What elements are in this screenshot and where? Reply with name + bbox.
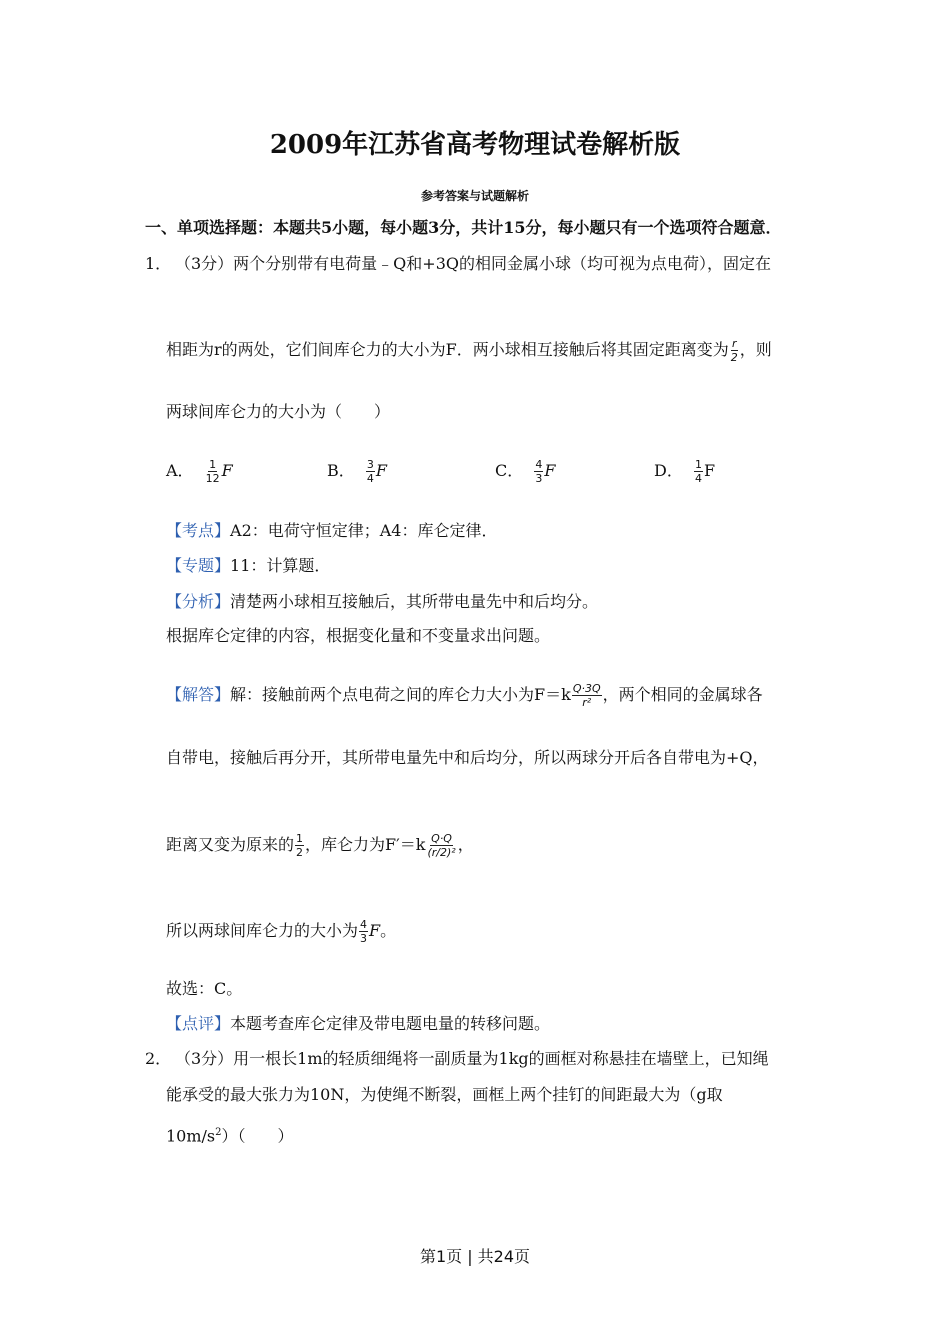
- kaodian-tag: 【考点】: [166, 521, 231, 540]
- jieda-line-3: 距离又变为原来的 $\frac{1}{2}$ ，库仑力为F′＝k $\frac{Q\cdot Q}{\text{(r/2)²}}$ ，: [166, 832, 474, 859]
- question-1-number: 1．: [145, 254, 172, 273]
- kaodian-line: 【考点】A2：电荷守恒定律；A4：库仑定律．: [166, 521, 498, 540]
- question-2-line-1: （3分）用一根长1m的轻质细绳将一副质量为1kg的画框对称悬挂在墙壁上，已知绳: [175, 1049, 769, 1068]
- question-2-line-2: 能承受的最大张力为10N，为使绳不断裂，画框上两个挂钉的间距最大为（g取: [166, 1085, 723, 1104]
- zhuanti-line: 【专题】11：计算题．: [166, 556, 331, 575]
- jieda-line-4: 所以两球间库仑力的大小为 $\frac{4}{3}$ F。: [166, 918, 397, 945]
- jieda-line-1: 【解答】解：接触前两个点电荷之间的库仑力大小为F＝k $\frac{Q\cdot 3Q}{\text{r²}}$ ，两个相同的金属球各: [166, 682, 763, 709]
- page-subtitle: 参考答案与试题解析: [420, 189, 529, 203]
- zhuanti-tag: 【专题】: [166, 556, 231, 575]
- question-1-line-2-text-b: ，则: [739, 340, 772, 359]
- jieda-line-2: 自带电，接触后再分开，其所带电量先中和后均分，所以两球分开后各自带电为+Q，: [166, 748, 769, 767]
- page-title: 2009年江苏省高考物理试卷解析版: [269, 130, 681, 160]
- question-2-number: 2．: [145, 1049, 172, 1068]
- option-c: C． $\frac{4}{3}$ F: [495, 458, 556, 485]
- question-1-line-2-text-a: 相距为r的两处，它们间库仑力的大小为F．两小球相互接触后将其固定距离变为: [166, 340, 729, 359]
- question-1-line-1: （3分）两个分别带有电荷量﹣Q和+3Q的相同金属小球（均可视为点电荷），固定在: [175, 254, 772, 273]
- page-footer: 第1页 | 共24页: [419, 1247, 531, 1266]
- fenxi-tag: 【分析】: [166, 592, 231, 611]
- dianping-line: 【点评】本题考查库仑定律及带电题电量的转移问题。: [166, 1014, 551, 1033]
- option-d: D． $\frac{1}{4}$ F: [654, 458, 716, 485]
- option-a: A． $\frac{1}{12}$ F: [166, 458, 233, 485]
- answer-choice: 故选：C。: [166, 979, 243, 998]
- fraction-1-over-2: $\frac{1}{2}$: [296, 832, 304, 859]
- jieda-tag: 【解答】: [166, 685, 231, 704]
- fraction-q3q-over-r2: $\frac{Q\cdot 3Q}{\text{r²}}$: [572, 682, 601, 709]
- section-heading: 一、单项选择题：本题共5小题，每小题3分，共计15分，每小题只有一个选项符合题意．: [145, 218, 782, 237]
- question-2-line-3: $10m/s^2$）（ ）: [166, 1126, 294, 1146]
- question-1-line-2: [166, 337, 772, 364]
- fenxi-line-2: 根据库仑定律的内容，根据变化量和不变量求出问题。: [166, 626, 551, 645]
- fraction-r-over-2: $\frac{r}{2}$: [730, 337, 738, 364]
- fraction-4-over-3: $\frac{4}{3}$: [360, 918, 368, 945]
- fenxi-line: 【分析】清楚两小球相互接触后，其所带电量先中和后均分。: [166, 592, 599, 611]
- option-b: B． $\frac{3}{4}$ F: [327, 458, 387, 485]
- question-1-line-3: 两球间库仑力的大小为（ ）: [166, 402, 391, 421]
- fraction-qq-over-r2-squared: $\frac{Q\cdot Q}{\text{(r/2)²}}$: [427, 832, 456, 859]
- dianping-tag: 【点评】: [166, 1014, 231, 1033]
